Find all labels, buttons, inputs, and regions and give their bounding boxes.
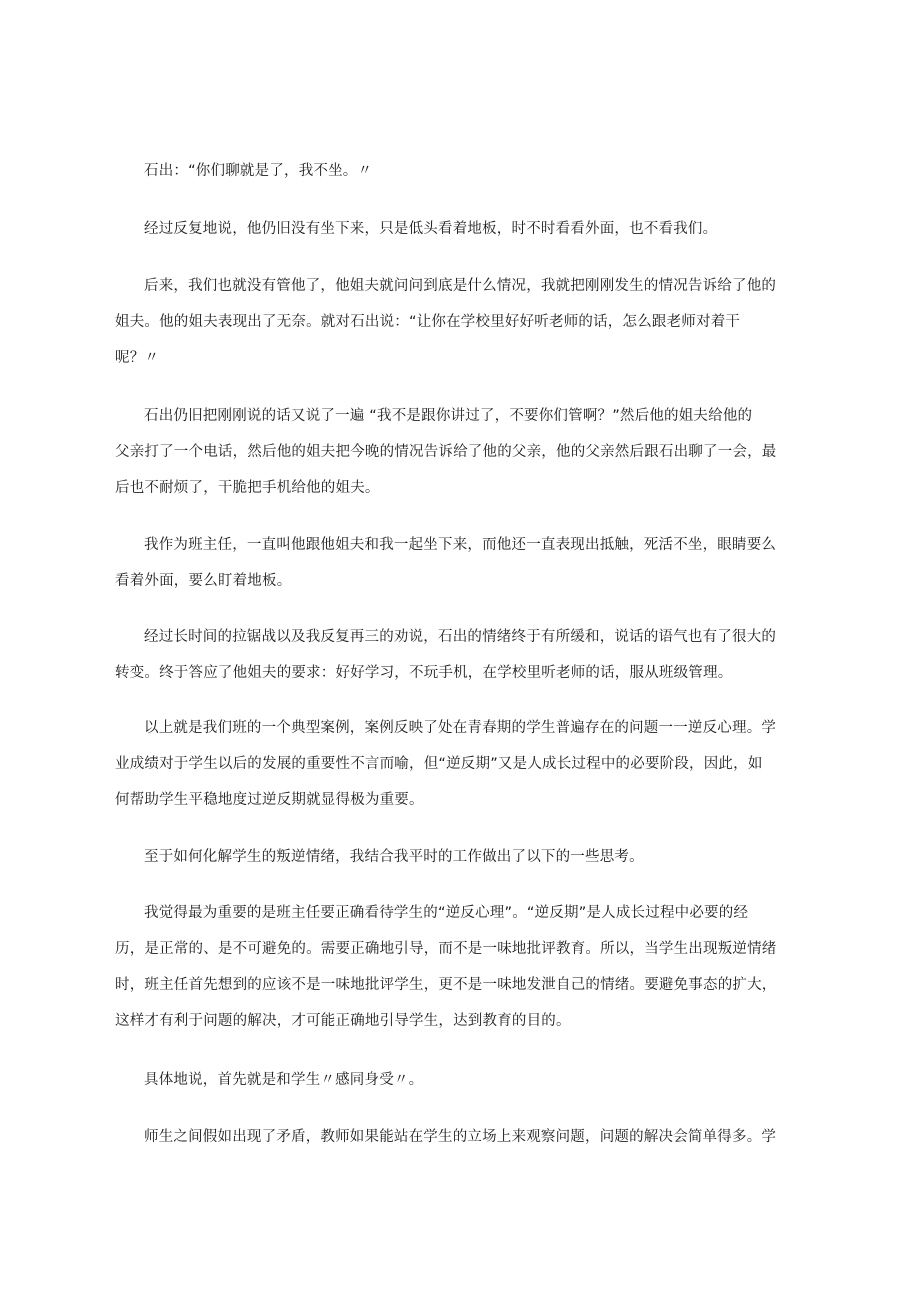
text-line: 以上就是我们班的一个典型案例，案例反映了处在青春期的学生普遍存在的问题一一逆反心理。学 xyxy=(144,720,777,736)
text-line: 姐夫。他的姐夫表现出了无奈。就对石出说：“让你在学校里好好听老师的话，怎么跟老师对着干 xyxy=(115,314,741,330)
text-line: 石出：“你们聊就是了，我不坐。〃 xyxy=(144,163,373,179)
text-line: 我觉得最为重要的是班主任要正确看待学生的“逆反心理”。“逆反期”是人成长过程中必要的经 xyxy=(144,905,749,921)
text-line: 具体地说，首先就是和学生〃感同身受〃。 xyxy=(144,1072,424,1088)
text-line: 看着外面，要么盯着地板。 xyxy=(115,573,292,589)
text-line: 石出仍旧把刚刚说的话又说了一遍 “我不是跟你讲过了，不要你们管啊？”然后他的姐夫给他的 xyxy=(144,408,753,424)
text-line: 至于如何化解学生的叛逆情绪，我结合我平时的工作做出了以下的一些思考。 xyxy=(144,849,644,865)
paragraph xyxy=(115,211,810,247)
text-line: 转变。终于答应了他姐夫的要求：好好学习，不玩手机，在学校里听老师的话，服从班级管理。 xyxy=(115,665,733,681)
text-line: 父亲打了一个电话，然后他的姐夫把今晚的情况告诉给了他的父亲，他的父亲然后跟石出聊了一会，最 xyxy=(115,444,777,460)
text-line: 经过反复地说，他仍旧没有坐下来，只是低头看着地板，时不时看看外面，也不看我们。 xyxy=(144,221,718,237)
paragraph xyxy=(115,398,810,506)
text-line: 呢？〃 xyxy=(115,350,160,366)
text-line: 业成绩对于学生以后的发展的重要性不言而喻，但“逆反期”又是人成长过程中的必要阶段，因此，如 xyxy=(115,756,763,772)
paragraph xyxy=(115,895,810,1039)
text-line: 我作为班主任，一直叫他跟他姐夫和我一起坐下来，而他还一直表现出抵触，死活不坐，眼睛要么 xyxy=(144,537,777,553)
text-line: 后来，我们也就没有管他了，他姐夫就问问到底是什么情况，我就把刚刚发生的情况告诉给了他的 xyxy=(144,278,777,294)
text-line: 时，班主任首先想到的应该不是一味地批评学生，更不是一味地发泄自己的情绪。要避免事态的扩大， xyxy=(115,977,777,993)
paragraph xyxy=(115,710,810,818)
text-line: 历，是正常的、是不可避免的。需要正确地引导，而不是一味地批评教育。所以，当学生出现叛逆情绪 xyxy=(115,941,777,957)
text-line: 后也不耐烦了，干脆把手机给他的姐夫。 xyxy=(115,480,380,496)
paragraph xyxy=(115,153,810,189)
text-line: 经过长时间的拉锯战以及我反复再三的劝说，石出的情绪终于有所缓和，说话的语气也有了很大的 xyxy=(144,629,777,645)
text-line: 师生之间假如出现了矛盾，教师如果能站在学生的立场上来观察问题，问题的解决会简单得多。学 xyxy=(144,1129,777,1145)
paragraph xyxy=(115,268,810,376)
paragraph xyxy=(115,527,810,599)
text-line: 这样才有利于问题的解决，才可能正确地引导学生，达到教育的目的。 xyxy=(115,1013,571,1029)
paragraph xyxy=(115,1119,810,1155)
text-line: 何帮助学生平稳地度过逆反期就显得极为重要。 xyxy=(115,792,424,808)
paragraph xyxy=(115,839,810,875)
paragraph xyxy=(115,1062,810,1098)
paragraph xyxy=(115,619,810,691)
